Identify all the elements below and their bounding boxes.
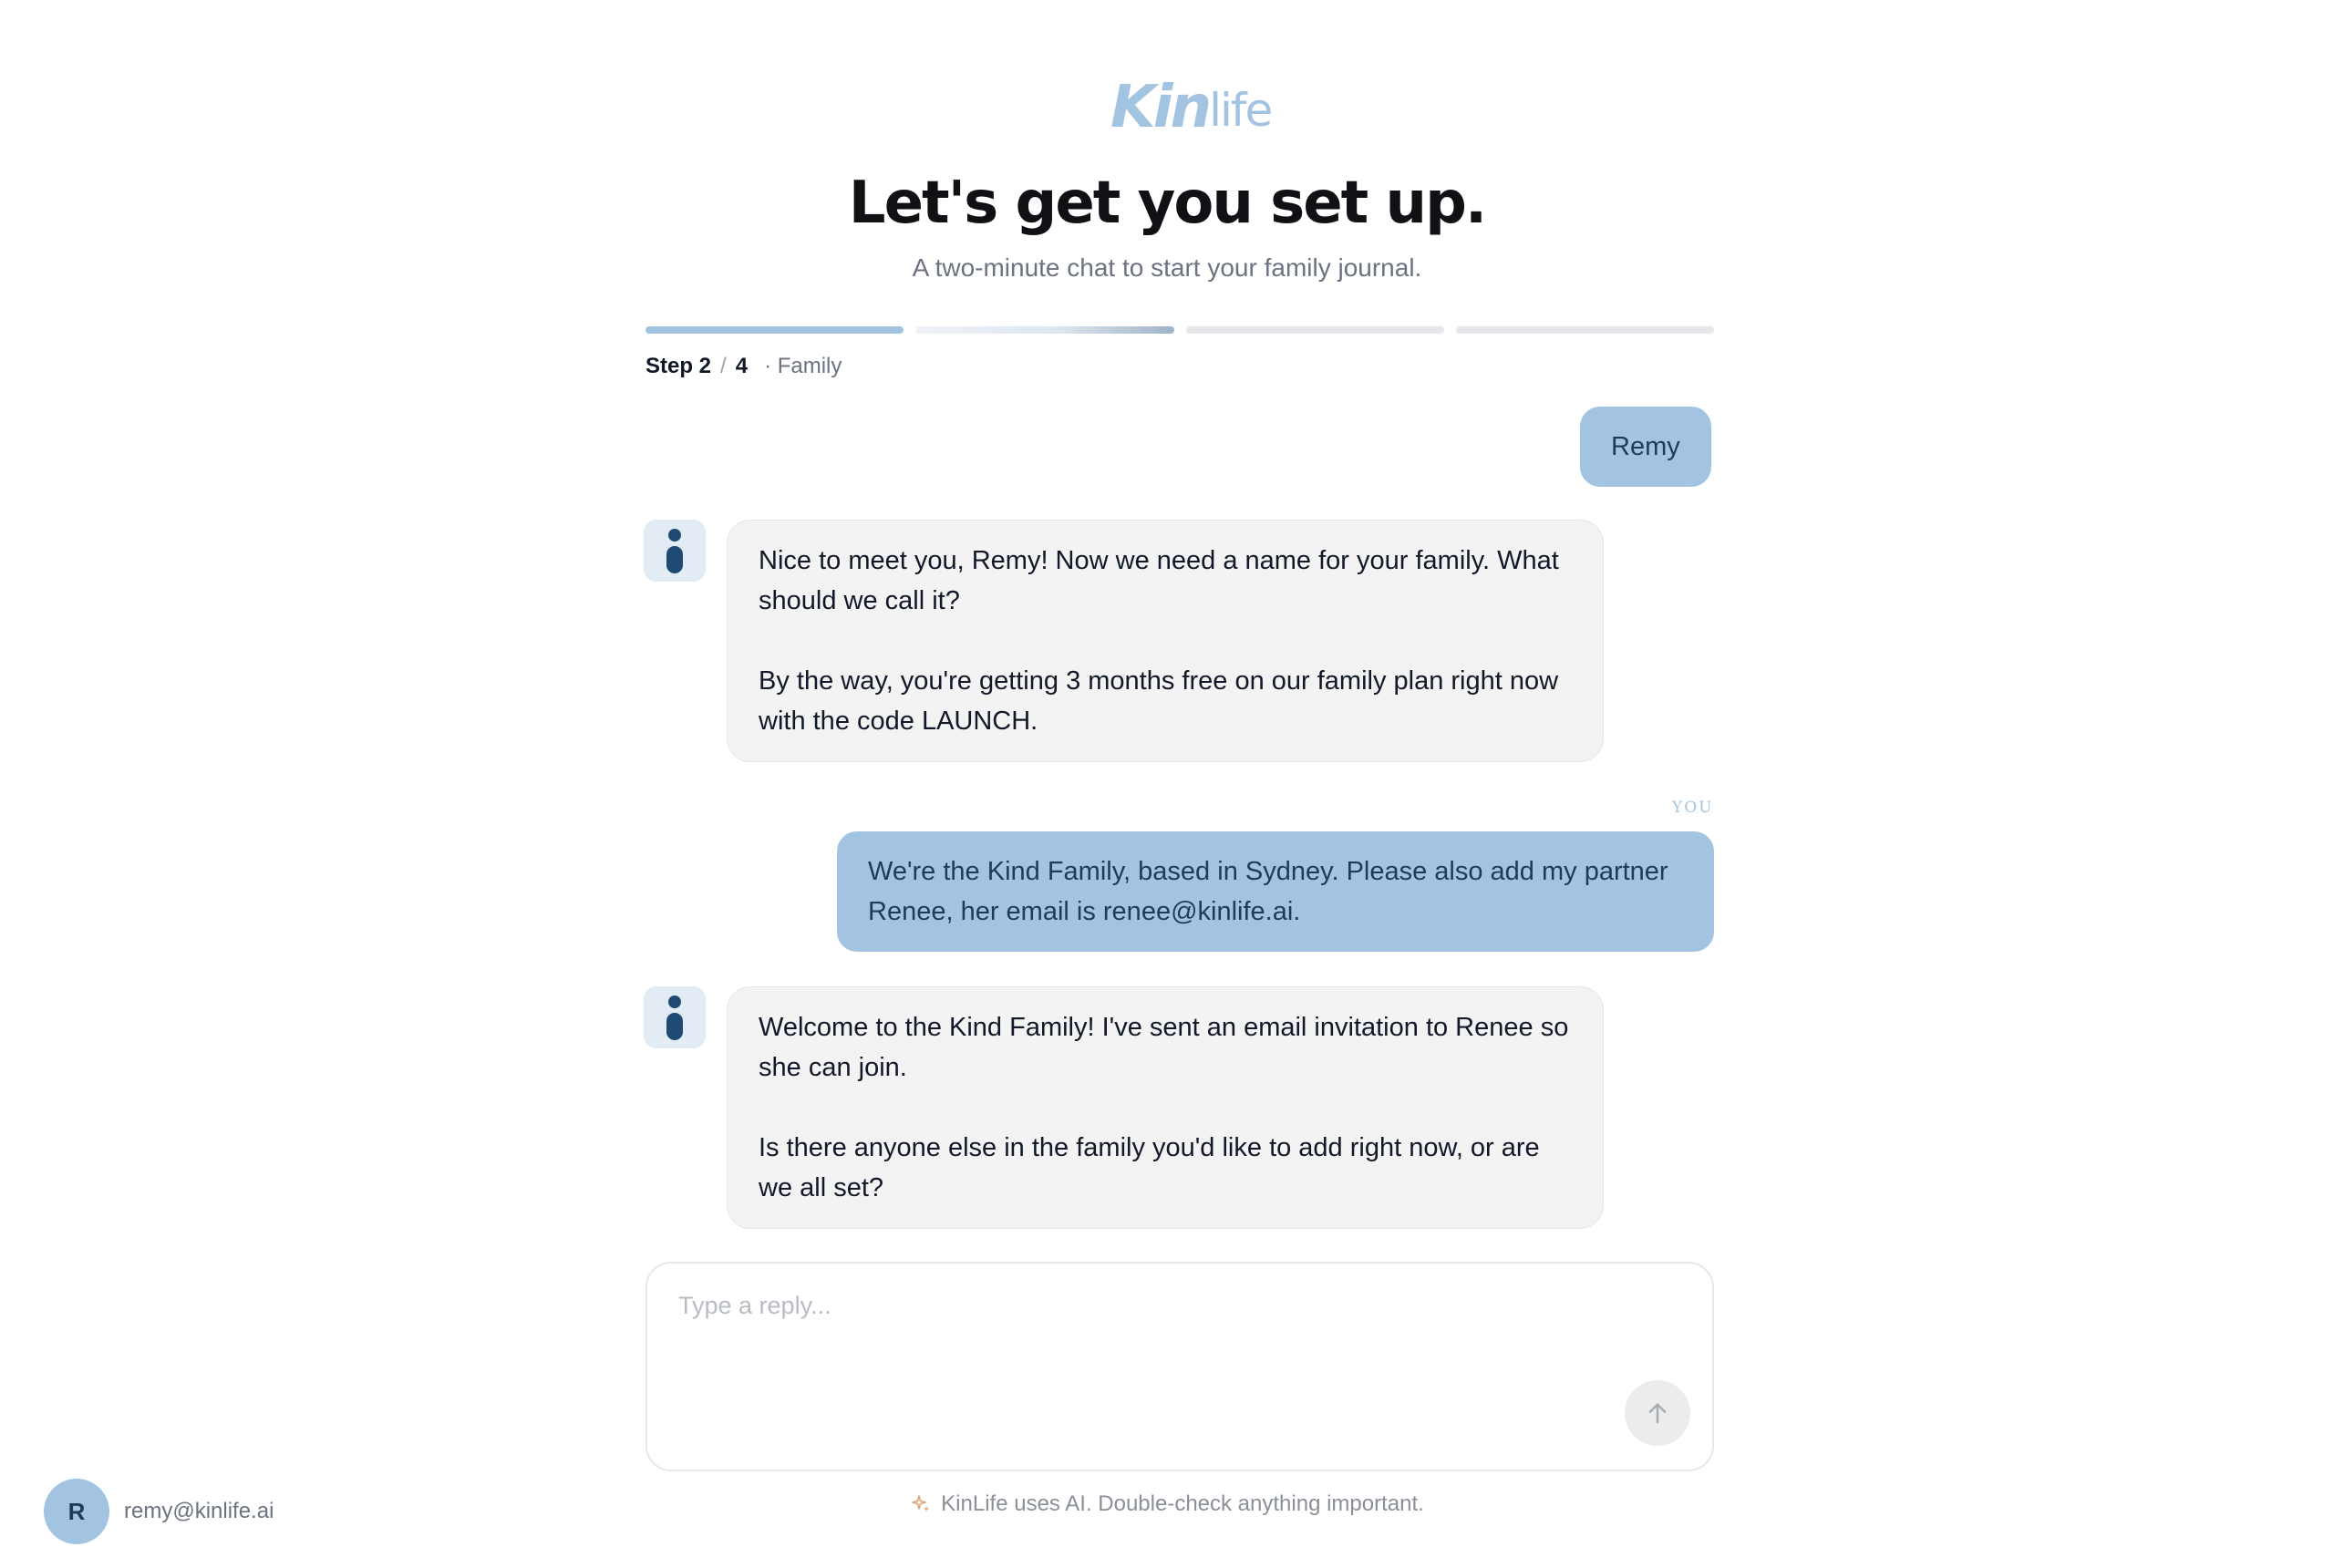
arrow-up-icon	[1644, 1399, 1671, 1427]
send-button[interactable]	[1625, 1380, 1690, 1446]
you-label: YOU	[1672, 799, 1714, 817]
assistant-message-paragraph: By the way, you're getting 3 months free on our family plan right now with the code LAUNCH.	[759, 666, 1559, 736]
step-name: · Family	[764, 354, 842, 378]
step-current: Step 2	[645, 354, 712, 378]
disclaimer-text: KinLife uses AI. Double-check anything important.	[941, 1491, 1424, 1516]
assistant-avatar-icon	[644, 986, 706, 1048]
assistant-message	[727, 520, 1604, 762]
kinlife-logo	[1110, 71, 1272, 141]
page-subtitle: A two-minute chat to start your family journal.	[912, 253, 1422, 282]
ai-disclaimer	[0, 1491, 2334, 1517]
assistant-message-paragraph: Welcome to the Kind Family! I've sent an email invitation to Renee so she can join.	[759, 1013, 1569, 1082]
user-message: Remy	[1580, 407, 1711, 487]
progress-bar	[645, 326, 1714, 334]
assistant-message	[727, 986, 1604, 1229]
user-message: We're the Kind Family, based in Sydney. Please also add my partner Renee, her email is renee@kinlife.ai.	[837, 831, 1714, 952]
progress-segment-3	[1186, 326, 1444, 334]
progress-segment-1	[645, 326, 904, 334]
step-separator: /	[720, 354, 727, 378]
account-email: remy@kinlife.ai	[124, 1499, 274, 1523]
assistant-avatar-stem	[666, 1013, 683, 1040]
step-total: 4	[735, 354, 749, 378]
assistant-avatar-dot	[668, 995, 681, 1008]
avatar[interactable]: R	[44, 1479, 109, 1544]
page-title: Let's get you set up.	[848, 170, 1486, 237]
logo-life: life	[1209, 84, 1272, 137]
sparkle-icon	[910, 1493, 932, 1515]
assistant-message-paragraph: Nice to meet you, Remy! Now we need a name for your family. What should we call it?	[759, 546, 1559, 615]
assistant-message-paragraph: Is there anyone else in the family you'd like to add right now, or are we all set?	[759, 1133, 1540, 1202]
assistant-avatar-icon	[644, 520, 706, 582]
step-indicator	[645, 354, 842, 379]
logo-kin: Kin	[1110, 74, 1210, 141]
assistant-avatar-dot	[668, 529, 681, 542]
progress-segment-4	[1456, 326, 1714, 334]
account-menu[interactable]	[44, 1479, 274, 1544]
progress-segment-2	[915, 326, 1173, 334]
reply-composer	[645, 1262, 1714, 1471]
assistant-avatar-stem	[666, 546, 683, 573]
reply-input[interactable]	[678, 1287, 1590, 1324]
